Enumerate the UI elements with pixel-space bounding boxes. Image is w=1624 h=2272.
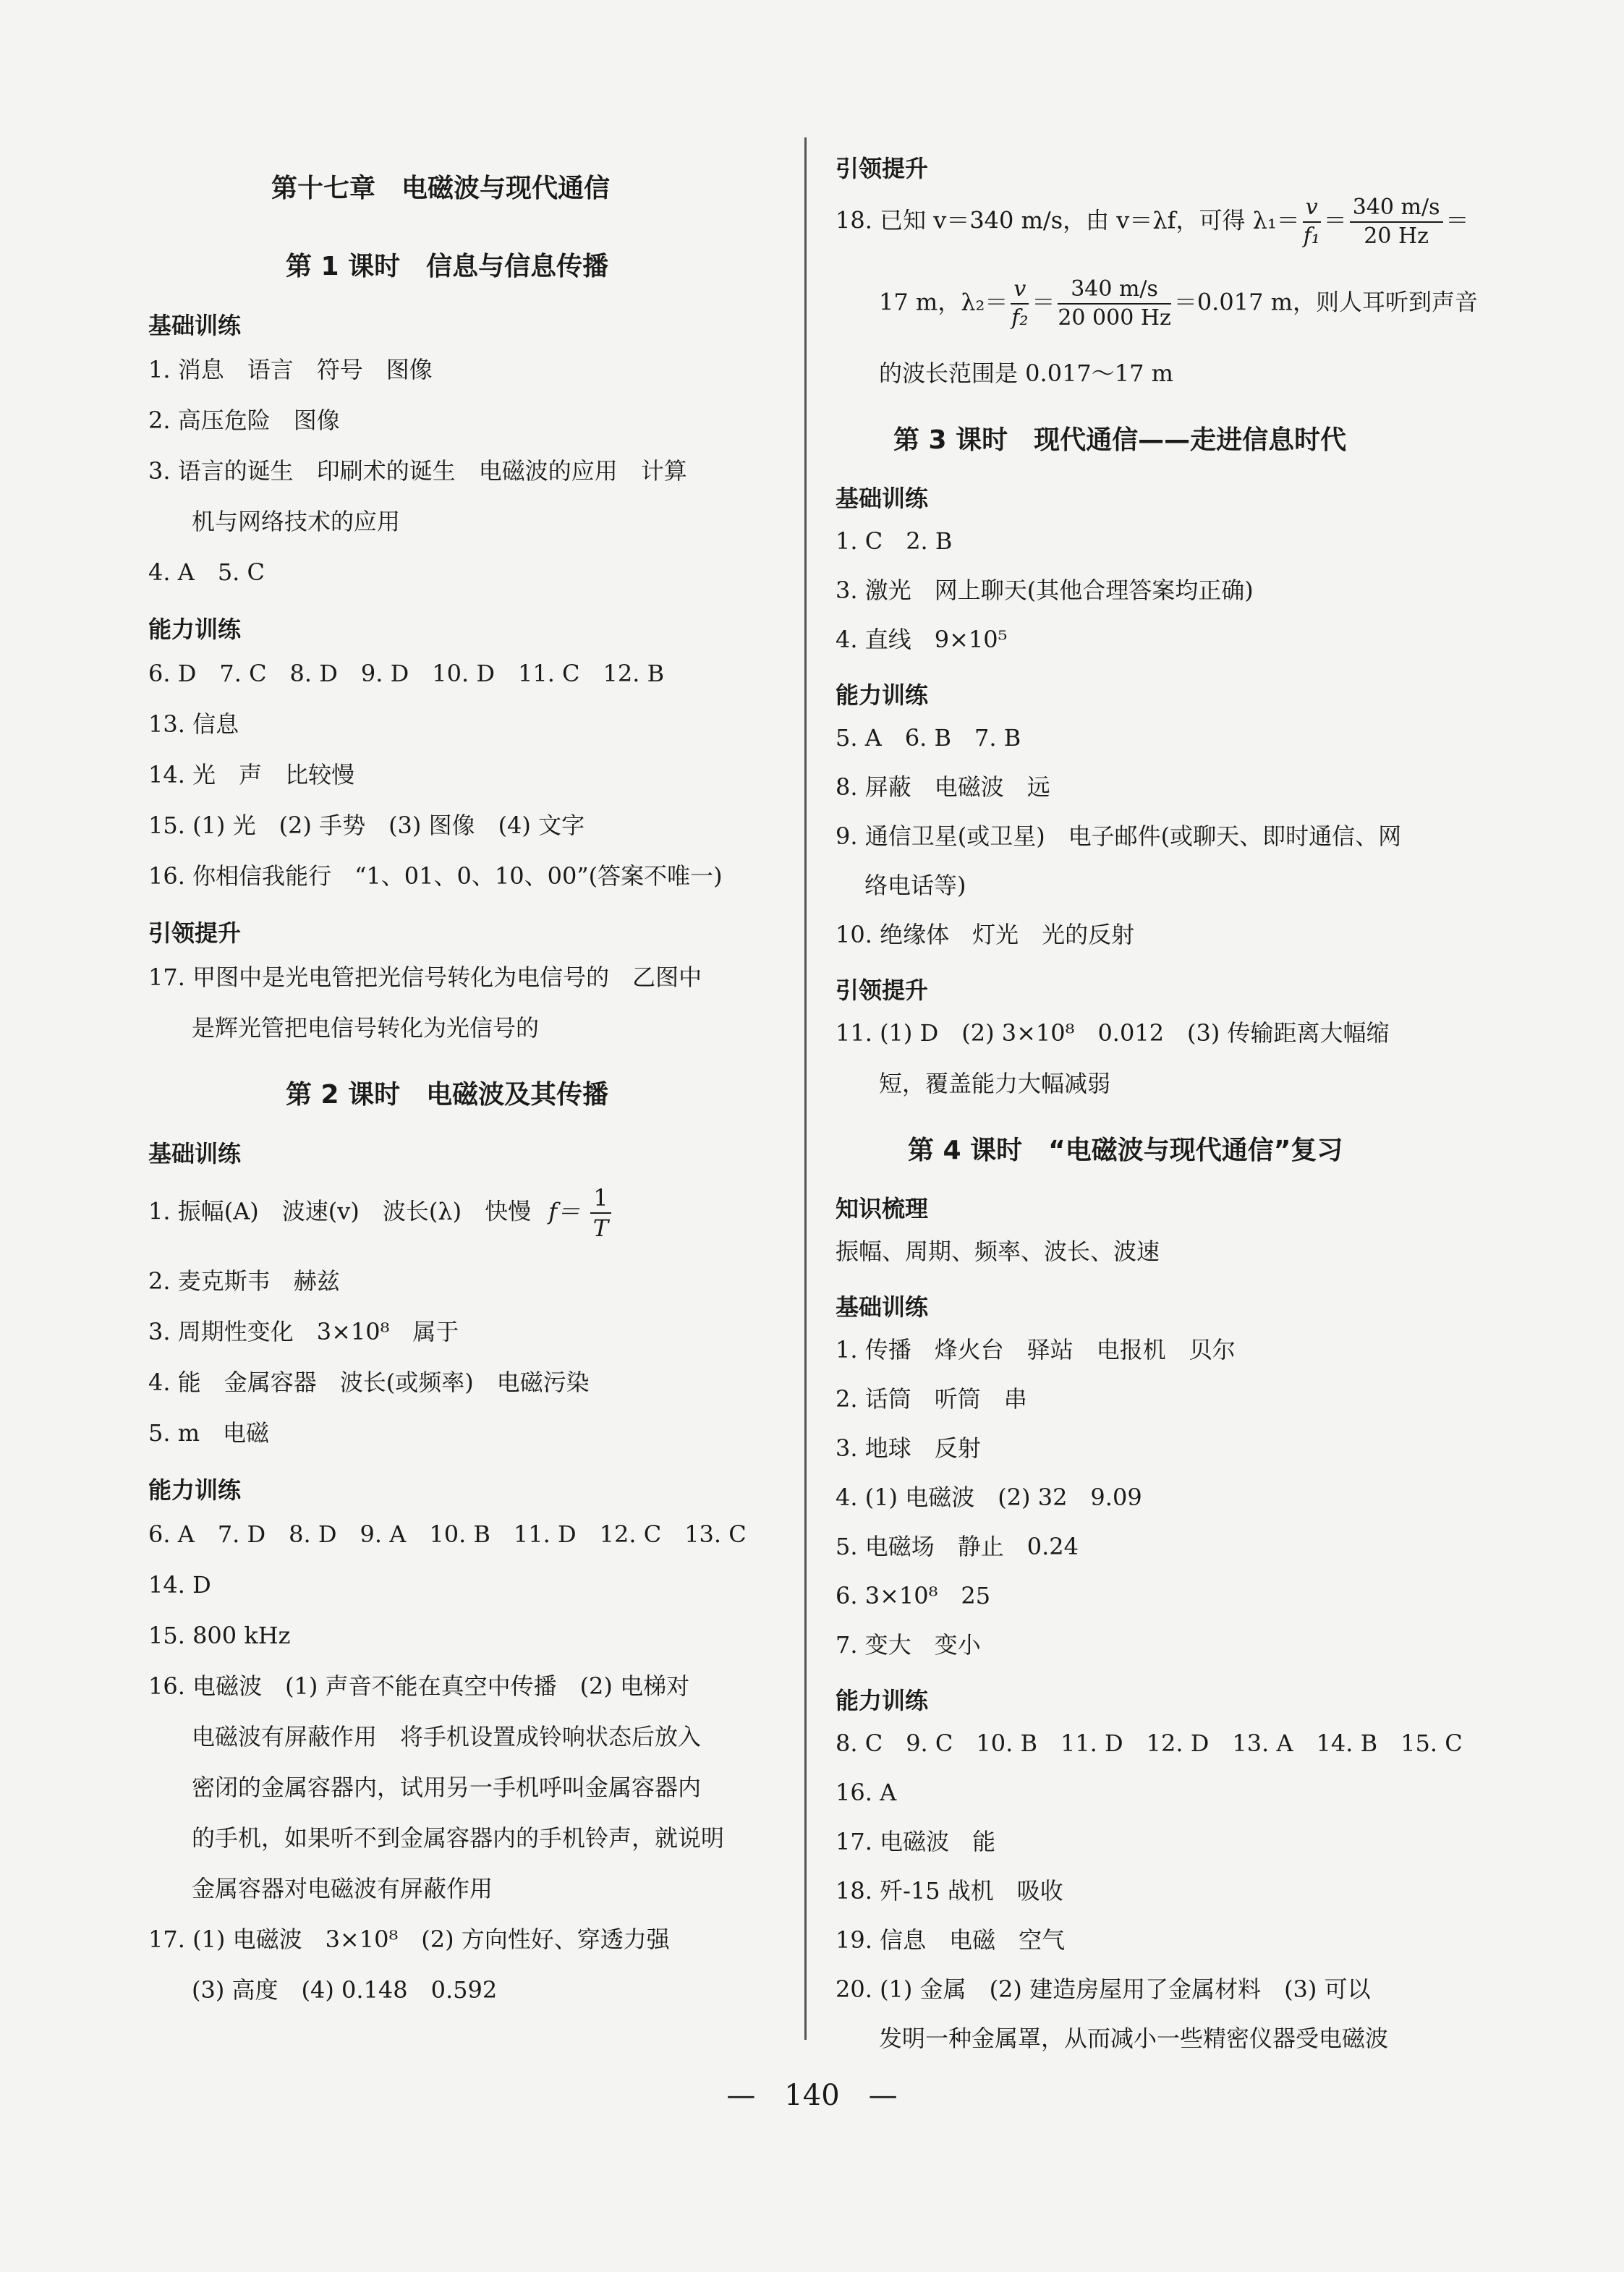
answer-line: 6. 3×10⁸ 25 (836, 1582, 991, 1609)
answer-line: 18. 歼-15 战机 吸收 (836, 1877, 1063, 1905)
section-basic-training: 基础训练 (148, 312, 242, 339)
lesson-4-title: 第 4 课时 “电磁波与现代通信”复习 (908, 1136, 1343, 1165)
answer-line: 11. (1) D (2) 3×10⁸ 0.012 (3) 传输距离大幅缩 (836, 1019, 1390, 1047)
answer-line: 3. 地球 反射 (836, 1434, 981, 1462)
fraction-denominator: f₁ (1303, 224, 1320, 249)
answer-line: 3. 激光 网上聊天(其他合理答案均正确) (836, 576, 1254, 604)
answer-line-q18a (836, 197, 1469, 247)
answer-line: 13. 信息 (148, 710, 239, 738)
answer-line: 15. 800 kHz (148, 1622, 291, 1649)
answer-line: 4. A 5. C (148, 558, 265, 586)
section-ability-training: 能力训练 (148, 616, 242, 643)
answer-line: 2. 高压危险 图像 (148, 407, 340, 434)
answer-line-q1 (148, 1186, 614, 1240)
answer-line: 8. C 9. C 10. B 11. D 12. D 13. A 14. B 15. C (836, 1729, 1463, 1757)
answer-line-cont: 的手机，如果听不到金属容器内的手机铃声，就说明 (192, 1824, 725, 1852)
page-number: — 140 — (726, 2079, 898, 2112)
answer-line: 16. 电磁波 (1) 声音不能在真空中传播 (2) 电梯对 (148, 1672, 690, 1700)
section-lead-up: 引领提升 (148, 919, 242, 947)
answer-line: 5. A 6. B 7. B (836, 724, 1021, 752)
fraction-denominator: f₂ (1011, 305, 1029, 331)
answer-line: 4. 能 金属容器 波长(或频率) 电磁污染 (148, 1369, 590, 1396)
answer-line: 6. A 7. D 8. D 9. A 10. B 11. D 12. C 13. C (148, 1520, 747, 1548)
q1-text: 1. 振幅(A) 波速(v) 波长(λ) 快慢 (148, 1197, 532, 1225)
answer-line: 14. D (148, 1571, 211, 1599)
lesson-1-title: 第 1 课时 信息与信息传播 (286, 252, 609, 281)
answer-line-cont: 电磁波有屏蔽作用 将手机设置成铃响状态后放入 (192, 1723, 702, 1750)
fraction-numerator: 340 m/s (1058, 278, 1170, 305)
fraction-numerator: 340 m/s (1350, 197, 1443, 223)
equals-sign: ＝ (1445, 206, 1469, 234)
answer-line-q18b (879, 278, 1478, 329)
answer-line: 2. 麦克斯韦 赫兹 (148, 1267, 340, 1295)
answer-line: 15. (1) 光 (2) 手势 (3) 图像 (4) 文字 (148, 812, 585, 839)
q18-text-a: 18. 已知 v＝340 m/s，由 v＝λf，可得 λ₁＝ (836, 206, 1300, 234)
answer-line: 8. 屏蔽 电磁波 远 (836, 773, 1050, 801)
section-basic-training: 基础训练 (836, 485, 929, 512)
answer-line: 1. 消息 语言 符号 图像 (148, 356, 433, 383)
fraction-v-f2 (1011, 278, 1029, 329)
answer-line: 19. 信息 电磁 空气 (836, 1926, 1066, 1954)
q18-text-b-tail: ＝0.017 m，则人耳听到声音 (1173, 288, 1478, 316)
answer-line: 16. A (836, 1779, 897, 1806)
answer-line-cont: 发明一种金属罩，从而减小一些精密仪器受电磁波 (879, 2025, 1389, 2052)
answer-line: 6. D 7. C 8. D 9. D 10. D 11. C 12. B (148, 660, 665, 687)
answer-line-cont: 短，覆盖能力大幅减弱 (879, 1070, 1111, 1097)
section-basic-training: 基础训练 (836, 1293, 929, 1321)
equals-sign: ＝ (1323, 206, 1347, 234)
fraction-denominator: 20 Hz (1364, 224, 1429, 249)
answer-line: 1. C 2. B (836, 527, 953, 555)
answer-line: 5. 电磁场 静止 0.24 (836, 1533, 1079, 1560)
answer-line-cont: 机与网络技术的应用 (192, 508, 401, 535)
answer-line-cont: 络电话等) (864, 872, 966, 899)
answer-line: 7. 变大 变小 (836, 1631, 981, 1659)
section-ability-training: 能力训练 (836, 1687, 929, 1714)
chapter-title: 第十七章 电磁波与现代通信 (271, 174, 611, 203)
answer-line: 14. 光 声 比较慢 (148, 761, 355, 788)
answer-line: 4. 直线 9×10⁵ (836, 626, 1008, 653)
answer-line: 20. (1) 金属 (2) 建造房屋用了金属材料 (3) 可以 (836, 1975, 1371, 2003)
answer-line: 2. 话筒 听筒 串 (836, 1385, 1027, 1413)
lesson-2-title: 第 2 课时 电磁波及其传播 (286, 1080, 609, 1110)
section-basic-training: 基础训练 (148, 1140, 242, 1167)
answer-line: 17. 电磁波 能 (836, 1828, 996, 1855)
section-ability-training: 能力训练 (148, 1476, 242, 1504)
answer-line: 16. 你相信我能行 “1、01、0、10、00”(答案不唯一) (148, 862, 723, 890)
fraction-numerator: v (1303, 197, 1321, 223)
answer-line: 9. 通信卫星(或卫星) 电子邮件(或聊天、即时通信、网 (836, 822, 1402, 850)
fraction-denominator: T (592, 1214, 609, 1242)
answer-line-cont: 是辉光管把电信号转化为光信号的 (192, 1014, 540, 1042)
formula-fraction (590, 1186, 611, 1240)
answer-line-cont: 金属容器对电磁波有屏蔽作用 (192, 1875, 493, 1902)
fraction-v-f1 (1303, 197, 1321, 247)
section-lead-up: 引领提升 (836, 155, 929, 182)
section-lead-up: 引领提升 (836, 977, 929, 1004)
equals-sign: ＝ (1032, 288, 1055, 316)
answer-line: 振幅、周期、频率、波长、波速 (836, 1238, 1160, 1265)
answer-line: 17. (1) 电磁波 3×10⁸ (2) 方向性好、穿透力强 (148, 1926, 670, 1953)
fraction-340-20000 (1058, 278, 1170, 329)
answer-line-cont: (3) 高度 (4) 0.148 0.592 (192, 1976, 498, 2004)
fraction-numerator: 1 (590, 1186, 611, 1214)
answer-line: 10. 绝缘体 灯光 光的反射 (836, 921, 1135, 948)
lesson-3-title: 第 3 课时 现代通信——走进信息时代 (893, 425, 1347, 455)
answer-line: 17. 甲图中是光电管把光信号转化为电信号的 乙图中 (148, 963, 702, 991)
fraction-denominator: 20 000 Hz (1058, 305, 1171, 331)
q18-text-b: 17 m，λ₂＝ (879, 288, 1008, 316)
column-divider (804, 137, 807, 2040)
answer-line: 3. 周期性变化 3×10⁸ 属于 (148, 1318, 459, 1345)
fraction-340-20 (1350, 197, 1443, 247)
formula-lhs: f＝ (548, 1197, 581, 1225)
answer-line-cont: 的波长范围是 0.017～17 m (879, 359, 1174, 387)
fraction-numerator: v (1011, 278, 1029, 305)
answer-line: 3. 语言的诞生 印刷术的诞生 电磁波的应用 计算 (148, 457, 687, 485)
answer-line: 5. m 电磁 (148, 1419, 270, 1447)
section-ability-training: 能力训练 (836, 681, 929, 709)
answer-line-cont: 密闭的金属容器内，试用另一手机呼叫金属容器内 (192, 1774, 702, 1801)
answer-line: 1. 传播 烽火台 驿站 电报机 贝尔 (836, 1336, 1236, 1363)
section-knowledge-review: 知识梳理 (836, 1195, 929, 1222)
answer-line: 4. (1) 电磁波 (2) 32 9.09 (836, 1484, 1142, 1511)
